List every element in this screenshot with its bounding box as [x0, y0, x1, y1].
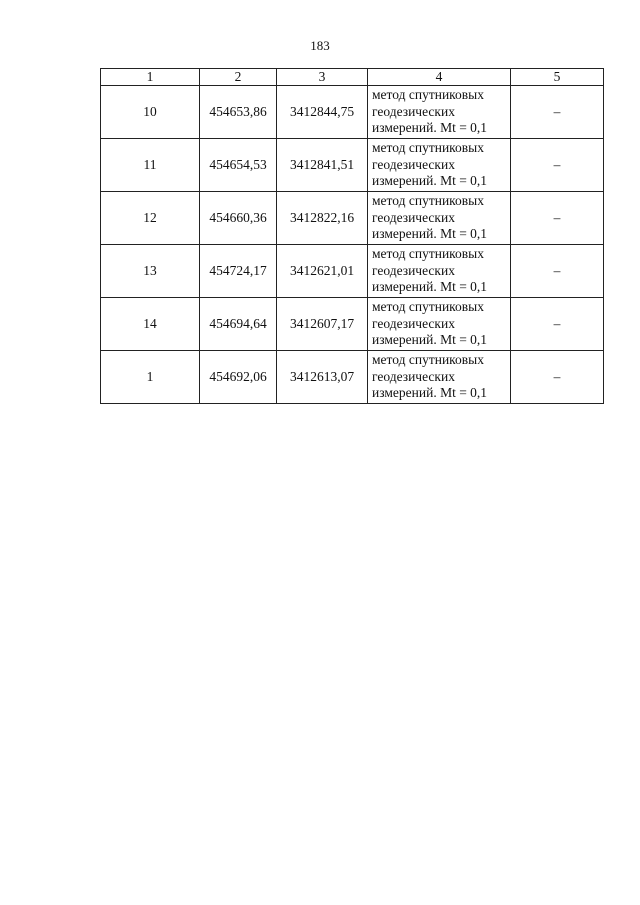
method-line: измерений. Mt = 0,1: [372, 279, 488, 295]
method-line: измерений. Mt = 0,1: [372, 332, 488, 348]
coordinate-y: 3412844,75: [277, 86, 368, 139]
table-row: [101, 298, 604, 351]
method-line: метод спутниковых: [372, 352, 484, 368]
note-cell: –: [511, 245, 604, 298]
note-cell: –: [511, 86, 604, 139]
coordinates-table: [100, 68, 604, 404]
table-row: [101, 192, 604, 245]
method-line: геодезических: [372, 209, 455, 225]
note-cell: –: [511, 351, 604, 404]
point-number: 1: [101, 351, 200, 404]
table-row: [101, 86, 604, 139]
method-cell: [368, 86, 511, 139]
point-number: 11: [101, 139, 200, 192]
coordinate-y: 3412822,16: [277, 192, 368, 245]
table-header: [101, 69, 604, 86]
table-row: [101, 139, 604, 192]
method-cell: [368, 351, 511, 404]
method-cell: [368, 192, 511, 245]
table-row: [101, 245, 604, 298]
method-line: метод спутниковых: [372, 140, 484, 156]
point-number: 13: [101, 245, 200, 298]
coordinate-x: 454653,86: [200, 86, 277, 139]
header-col-4: 4: [368, 69, 511, 86]
note-cell: –: [511, 298, 604, 351]
coordinate-y: 3412841,51: [277, 139, 368, 192]
method-line: метод спутниковых: [372, 246, 484, 262]
note-cell: –: [511, 192, 604, 245]
method-cell: [368, 139, 511, 192]
header-col-1: 1: [101, 69, 200, 86]
coordinate-x: 454654,53: [200, 139, 277, 192]
coordinate-x: 454692,06: [200, 351, 277, 404]
point-number: 10: [101, 86, 200, 139]
method-line: измерений. Mt = 0,1: [372, 120, 488, 136]
coordinate-y: 3412621,01: [277, 245, 368, 298]
method-line: геодезических: [372, 262, 455, 278]
coordinate-y: 3412613,07: [277, 351, 368, 404]
header-row: [101, 69, 604, 86]
point-number: 12: [101, 192, 200, 245]
method-line: геодезических: [372, 368, 455, 384]
method-line: метод спутниковых: [372, 87, 484, 103]
method-line: геодезических: [372, 156, 455, 172]
coordinate-x: 454660,36: [200, 192, 277, 245]
table-row: [101, 351, 604, 404]
point-number: 14: [101, 298, 200, 351]
method-line: измерений. Mt = 0,1: [372, 226, 488, 242]
coordinate-x: 454694,64: [200, 298, 277, 351]
page-number: 183: [310, 38, 330, 53]
coordinate-y: 3412607,17: [277, 298, 368, 351]
coordinate-x: 454724,17: [200, 245, 277, 298]
method-line: геодезических: [372, 103, 455, 119]
method-line: измерений. Mt = 0,1: [372, 173, 488, 189]
header-col-2: 2: [200, 69, 277, 86]
method-cell: [368, 298, 511, 351]
method-cell: [368, 245, 511, 298]
header-col-3: 3: [277, 69, 368, 86]
method-line: измерений. Mt = 0,1: [372, 385, 488, 401]
method-line: метод спутниковых: [372, 299, 484, 315]
method-line: геодезических: [372, 315, 455, 331]
note-cell: –: [511, 139, 604, 192]
table-body: [101, 86, 604, 404]
header-col-5: 5: [511, 69, 604, 86]
method-line: метод спутниковых: [372, 193, 484, 209]
